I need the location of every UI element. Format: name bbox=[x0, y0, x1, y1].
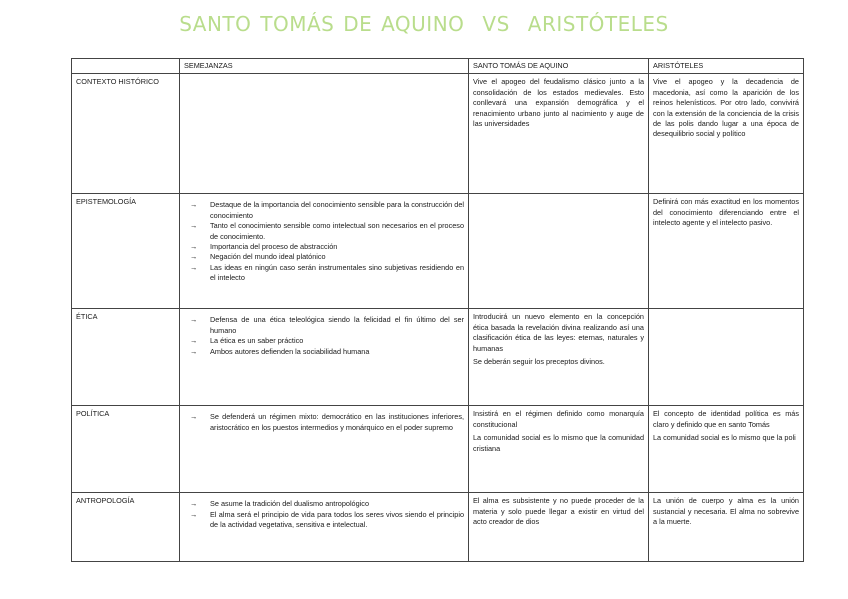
row-contexto bbox=[72, 74, 804, 194]
cell-contexto-semejanzas bbox=[180, 74, 469, 194]
cell-politica-tomas bbox=[469, 406, 649, 493]
semejanzas-list bbox=[184, 200, 464, 283]
list-item bbox=[190, 221, 464, 242]
row-label-politica: POLÍTICA bbox=[72, 406, 180, 493]
paragraph: Insistirá en el régimen definido como monarquía constitucional bbox=[473, 409, 644, 429]
list-item bbox=[190, 262, 464, 284]
list-item-text: Defensa de una ética teleológica siendo la felicidad el fin último del ser humano bbox=[210, 315, 464, 335]
header-tomas: SANTO TOMÁS DE AQUINO bbox=[469, 59, 649, 74]
arrow-icon: → bbox=[190, 499, 198, 509]
cell-antropologia-semejanzas bbox=[180, 493, 469, 562]
list-item-text: Se defenderá un régimen mixto: democrático en las instituciones inferiores, aristocrático en los puestos intermedios y monárquico en el poder supremo bbox=[210, 412, 464, 432]
title-vs: VS bbox=[482, 12, 510, 36]
list-item bbox=[190, 509, 464, 531]
arrow-icon: → bbox=[190, 221, 198, 231]
arrow-icon: → bbox=[190, 200, 198, 210]
arrow-icon: → bbox=[190, 336, 198, 346]
list-item bbox=[190, 412, 464, 433]
page-title bbox=[0, 12, 848, 36]
list-item-text: Se asume la tradición del dualismo antropológico bbox=[210, 499, 370, 509]
list-item bbox=[190, 242, 464, 252]
header-empty bbox=[72, 59, 180, 74]
paragraph: Se deberán seguir los preceptos divinos. bbox=[473, 357, 605, 367]
arrow-icon: → bbox=[190, 509, 198, 519]
cell-politica-aristoteles bbox=[649, 406, 804, 493]
row-label-epistemologia: EPISTEMOLOGÍA bbox=[72, 194, 180, 309]
list-item bbox=[190, 499, 464, 509]
arrow-icon: → bbox=[190, 262, 198, 272]
list-item-text: El alma será el principio de vida para todos los seres vivos siendo el principio de la actividad vegetativa, sensitiva e intelectual. bbox=[210, 509, 464, 530]
row-label-contexto: CONTEXTO HISTÓRICO bbox=[72, 74, 180, 194]
header-aristoteles: ARISTÓTELES bbox=[649, 59, 804, 74]
cell-epistemologia-semejanzas bbox=[180, 194, 469, 309]
list-item bbox=[190, 346, 464, 357]
cell-etica-tomas bbox=[469, 309, 649, 406]
list-item-text: Importancia del proceso de abstracción bbox=[210, 242, 338, 252]
list-item-text: Tanto el conocimiento sensible como intelectual son necesarios en el proceso de conocimiento. bbox=[210, 221, 464, 241]
arrow-icon: → bbox=[190, 412, 198, 422]
comparison-table bbox=[71, 58, 804, 562]
list-item-text: Negación del mundo ideal platónico bbox=[210, 252, 326, 262]
arrow-icon: → bbox=[190, 346, 198, 356]
cell-epistemologia-aristoteles: Definirá con más exactitud en los momentos del conocimiento diferenciando entre el intelecto agente y el intelecto pasivo. bbox=[649, 194, 804, 309]
cell-contexto-aristoteles: Vive el apogeo y la decadencia de macedonia, así como la aparición de los reinos helenísticos. Por otro lado, convivirá con la extensión de la conciencia de la crisis de las polis dando lugar a una época de desequilibrio social y político bbox=[649, 74, 804, 194]
row-politica bbox=[72, 406, 804, 493]
list-item bbox=[190, 200, 464, 221]
cell-antropologia-aristoteles: La unión de cuerpo y alma es la unión sustancial y necesaria. El alma no sobrevive a la muerte. bbox=[649, 493, 804, 562]
arrow-icon: → bbox=[190, 315, 198, 325]
list-item bbox=[190, 336, 464, 346]
list-item-text: Destaque de la importancia del conocimiento sensible para la construcción del conocimiento bbox=[210, 200, 464, 220]
cell-etica-semejanzas bbox=[180, 309, 469, 406]
semejanzas-list bbox=[184, 412, 464, 433]
row-label-etica: ÉTICA bbox=[72, 309, 180, 406]
list-item-text: Las ideas en ningún caso serán instrumentales sino subjetivas residiendo en el intelecto bbox=[210, 262, 464, 283]
paragraph: El concepto de identidad política es más claro y definido que en santo Tomás bbox=[653, 409, 799, 429]
paragraph: Introducirá un nuevo elemento en la concepción ética basada la revelación divina realizando así una clasificación ética de las leyes: eternas, naturales y humanas bbox=[473, 312, 644, 353]
cell-contexto-tomas: Vive el apogeo del feudalismo clásico junto a la consolidación de los estados medievales. Esto conllevará una expansión demográfica y el renacimiento urbano junto al nacimiento y auge de las universidades bbox=[469, 74, 649, 194]
title-right: ARISTÓTELES bbox=[527, 12, 669, 36]
row-etica bbox=[72, 309, 804, 406]
row-antropologia bbox=[72, 493, 804, 562]
row-label-antropologia: ANTROPOLOGÍA bbox=[72, 493, 180, 562]
cell-antropologia-tomas: El alma es subsistente y no puede proceder de la materia y solo puede llegar a existir en virtud del acto creador de dios bbox=[469, 493, 649, 562]
list-item-text: La ética es un saber práctico bbox=[210, 336, 304, 346]
header-semejanzas: SEMEJANZAS bbox=[180, 59, 469, 74]
arrow-icon: → bbox=[190, 252, 198, 262]
title-left: SANTO TOMÁS DE AQUINO bbox=[179, 12, 465, 36]
list-item bbox=[190, 315, 464, 336]
semejanzas-list bbox=[184, 315, 464, 357]
paragraph: La comunidad social es lo mismo que la poli bbox=[653, 433, 796, 443]
cell-epistemologia-tomas bbox=[469, 194, 649, 309]
cell-etica-aristoteles bbox=[649, 309, 804, 406]
header-row bbox=[72, 59, 804, 74]
semejanzas-list bbox=[184, 499, 464, 530]
arrow-icon: → bbox=[190, 242, 198, 252]
list-item bbox=[190, 252, 464, 262]
paragraph: La comunidad social es lo mismo que la comunidad cristiana bbox=[473, 433, 644, 453]
row-epistemologia bbox=[72, 194, 804, 309]
list-item-text: Ambos autores defienden la sociabilidad humana bbox=[210, 346, 370, 356]
cell-politica-semejanzas bbox=[180, 406, 469, 493]
